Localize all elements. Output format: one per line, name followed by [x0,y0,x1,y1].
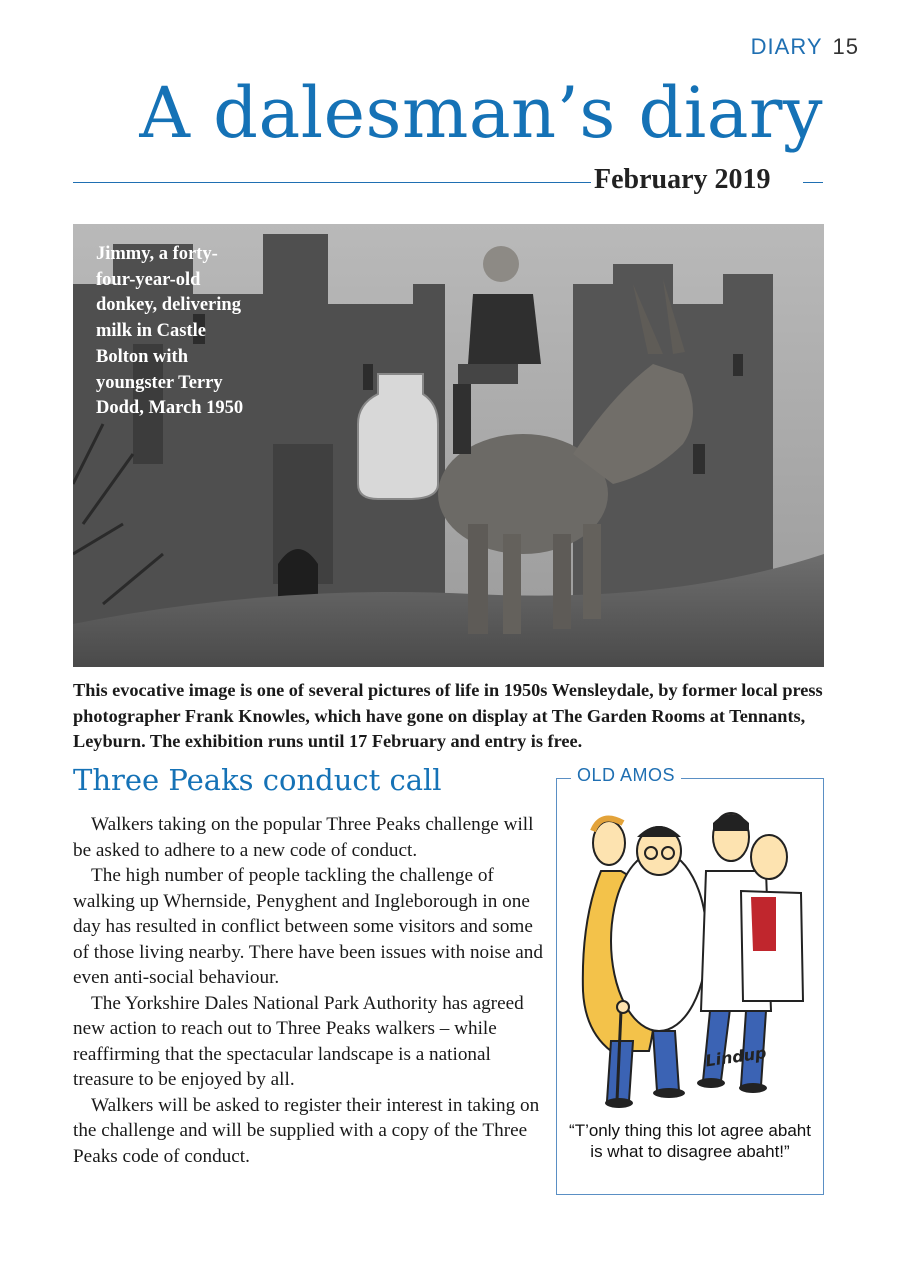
date-rule-right [803,182,823,183]
cartoon-illustration [571,801,809,1111]
photo-description: This evocative image is one of several pictures of life in 1950s Wensleydale, by former local press photographer Frank Knowles, which have gone on display at The Garden Rooms at Tennants, Leyburn. The exhibition runs until 17 February and entry is free. [73,680,823,752]
article-body [73,812,551,1169]
page-title: A dalesman’s diary [139,72,823,154]
cartoon-caption: “T’only thing this lot agree abaht is what to disagree abaht!” [569,1121,811,1161]
article-paragraph: The high number of people tackling the challenge of walking up Whernside, Penyghent and Ingleborough in one day has resulted in conflict between some visitors and some of those living nearby. There have been issues with noise and even anti-social behaviour. [73,865,543,988]
article-paragraph: Walkers taking on the popular Three Peaks challenge will be asked to adhere to a new code of conduct. [73,814,534,861]
cartoon-label: OLD AMOS [571,765,681,786]
feature-photo [73,224,824,667]
page-number: 15 [832,34,859,59]
article-paragraph: The Yorkshire Dales National Park Authority has agreed new action to reach out to Three Peaks walkers – while reaffirming that the spectacular landscape is a national treasure to be enjoyed by all. [73,992,524,1090]
date-rule-left [73,182,591,183]
photo-caption: Jimmy, a forty-four-year-old donkey, delivering milk in Castle Bolton with youngster Terry Dodd, March 1950 [96,244,244,419]
article-heading: Three Peaks conduct call [73,763,442,797]
cartoon-signature: Lindup [704,1043,768,1071]
cartoon-box [556,765,824,1195]
article-paragraph: Walkers will be asked to register their interest in taking on the challenge and will be supplied with a copy of the Three Peaks code of conduct. [73,1094,540,1167]
section-tag [751,34,859,60]
section-name: DIARY [750,34,823,59]
issue-date: February 2019 [594,164,771,195]
